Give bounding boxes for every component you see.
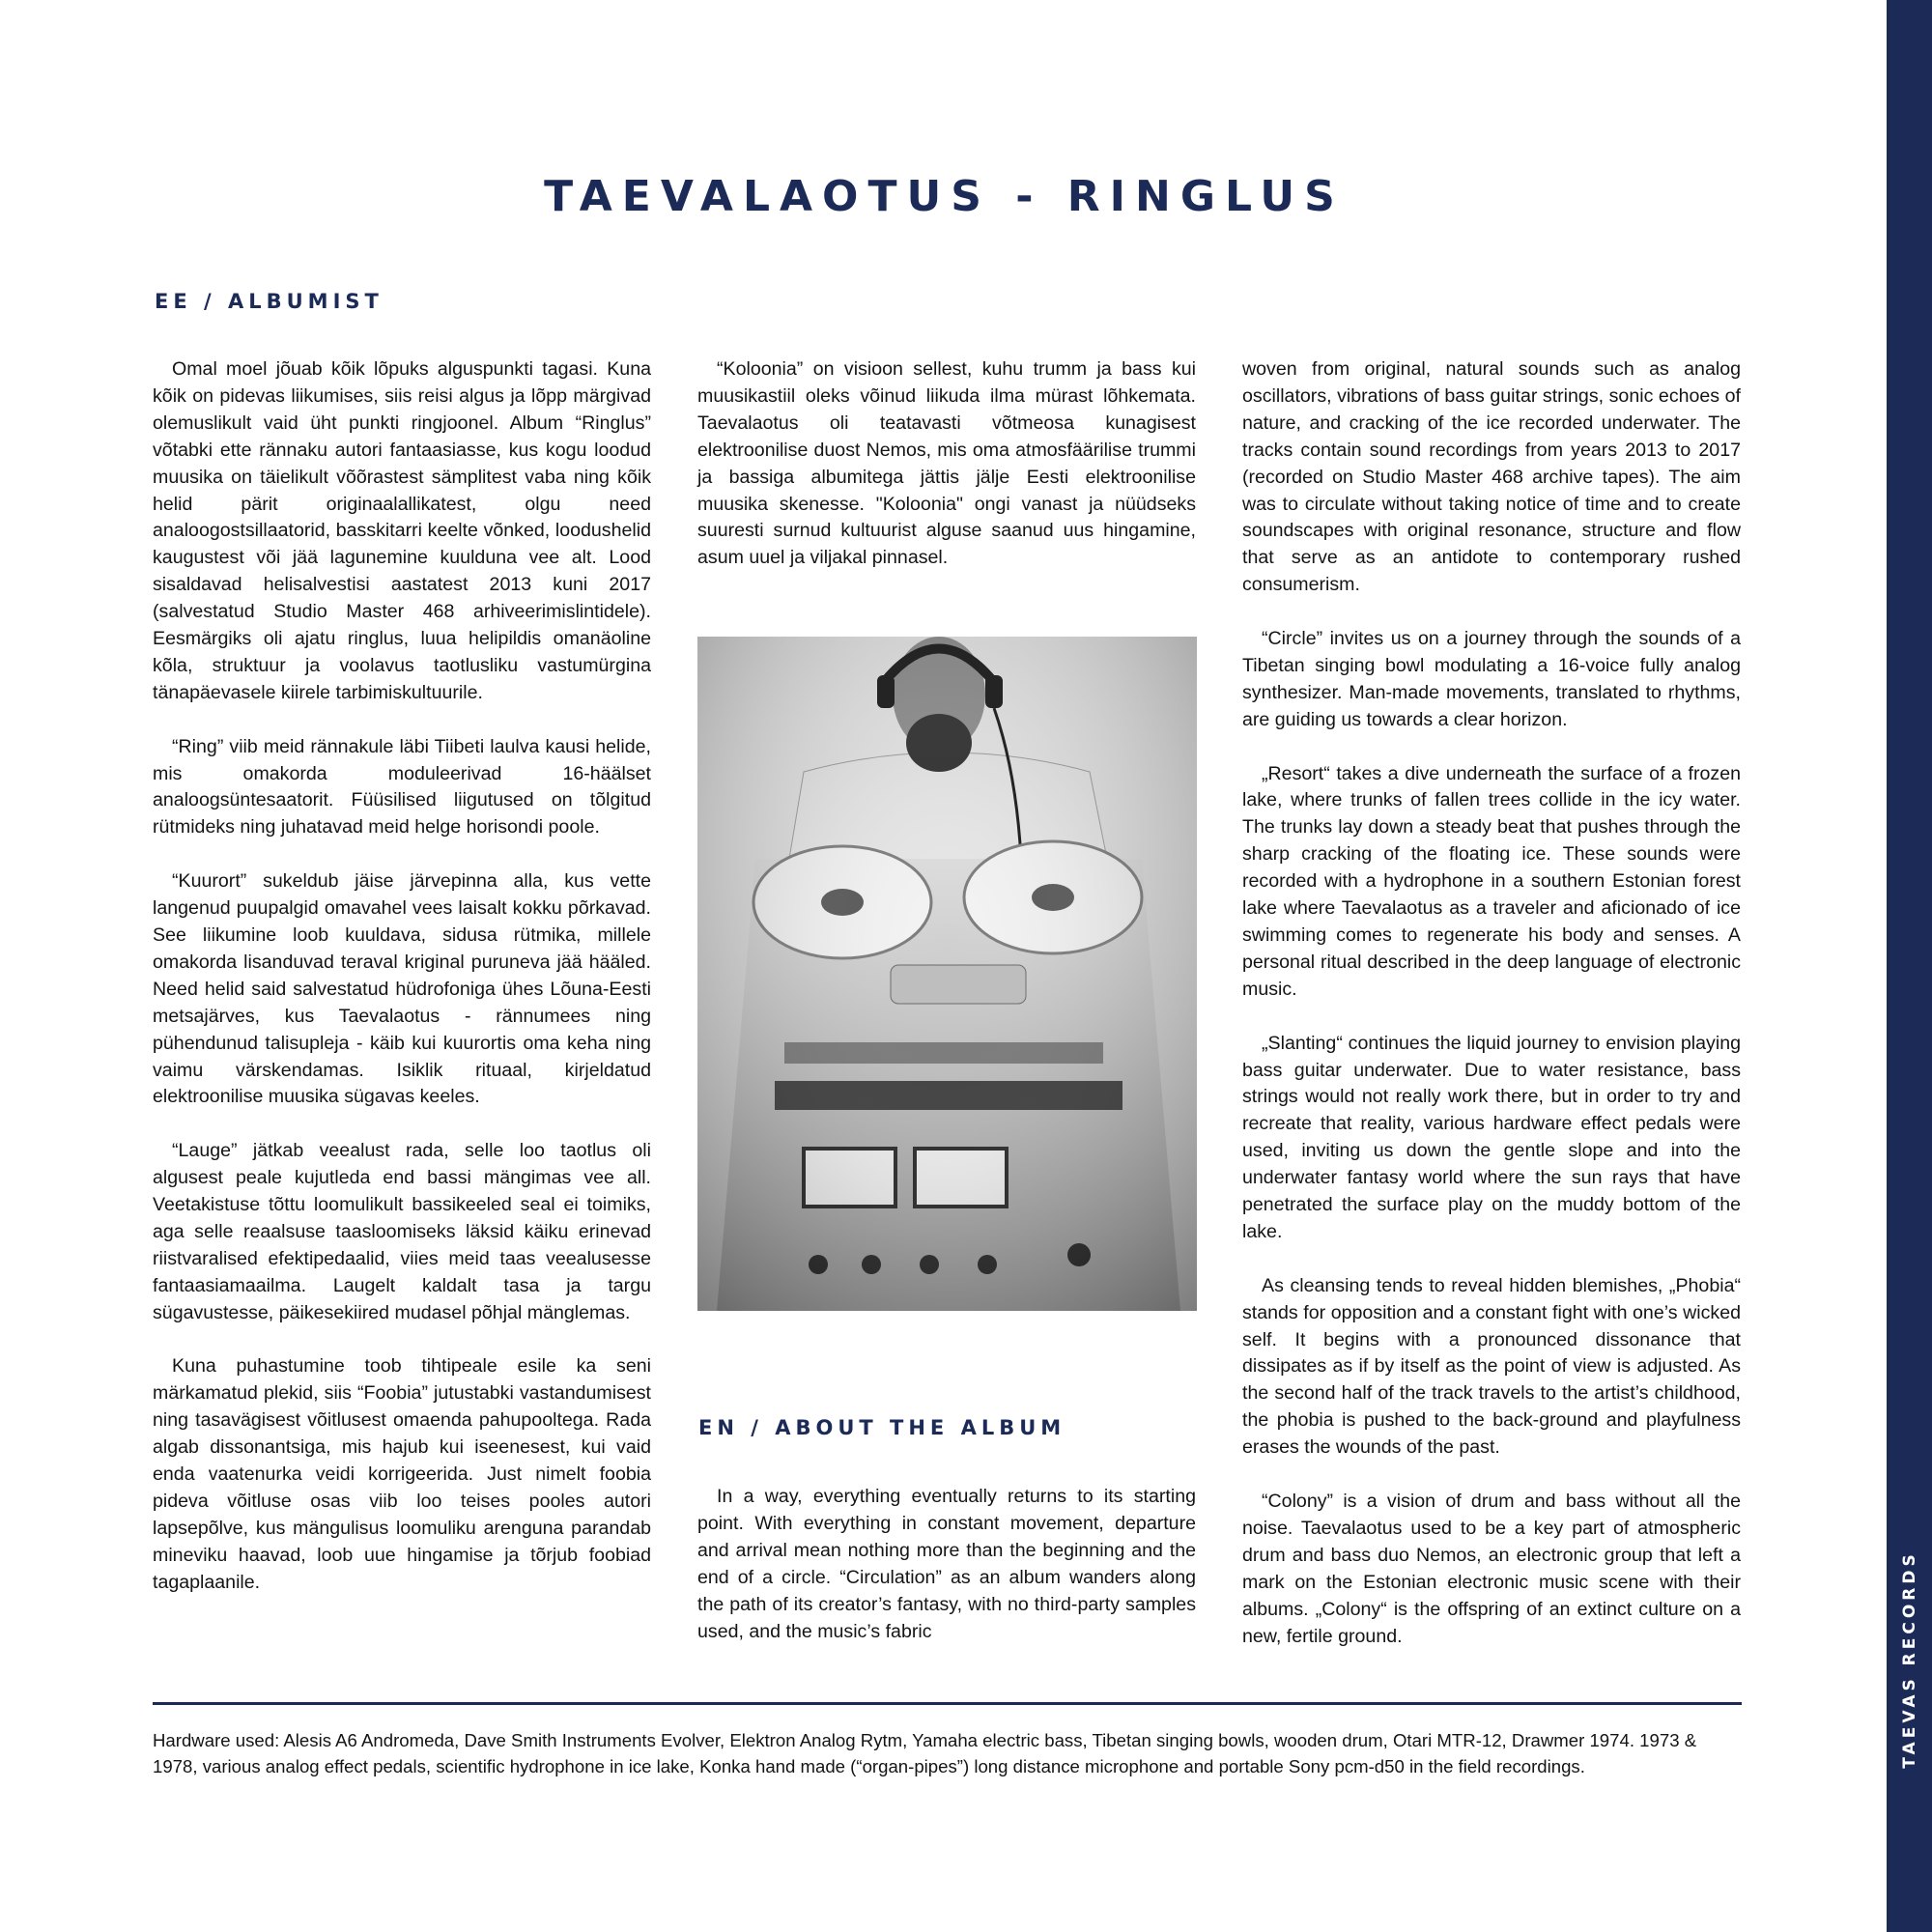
section-heading-ee: EE / ALBUMIST [155,290,384,313]
artist-photo [697,637,1197,1311]
artist-with-tape-machine-image [697,637,1197,1311]
ee-paragraph-kuurort: “Kuurort” sukeldub jäise järvepinna alla, kus vette langenud puupalgid omavahel vees laisalt kokku põrkavad. See liikumine loob kuuldava, sidusa rütmika, millele omakorda lisanduvad teraval kriginal puruneva jää hääled. Need helid said salvestatud hüdrofoniga ühes Lõuna-Eesti metsajärves, kus Taevalaotus - rännumees ning pühendunud talisupleja - käib kui kuurortis oma keha ning vaimu värskendamas. Isiklik rituaal, kirjeldatud elektroonilise muusika sügavas keeles. [153,870,651,1108]
en-paragraph-intro-start: In a way, everything eventually returns to its starting point. With everything in constant movement, departure and arrival mean nothing more than the beginning and the end of a circle. “Circulation” as an album wanders along the path of its creator’s fantasy, with no third-party samples used, and the music’s fabric [697,1486,1196,1642]
en-paragraph-resort: „Resort“ takes a dive underneath the surface of a frozen lake, where trunks of fallen trees collide in the icy water. The trunks lay down a steady beat that pushes through the sharp cracking of the floating ice. These sounds were recorded with a hydrophone in a southern Estonian forest lake where Taevalaotus as a traveler and aficionado of ice swimming comes to regenerate his body and senses. A personal ritual described in the deep language of electronic music. [1242,762,1741,1000]
hardware-credits: Hardware used: Alesis A6 Andromeda, Dave Smith Instruments Evolver, Elektron Analog Rytm, Yamaha electric bass, Tibetan singing bowls, wooden drum, Otari MTR-12, Drawmer 1974. 1973 & 1978, various analog effect pedals, scientific hydrophone in ice lake, Konka hand made (“organ-pipes”) long distance microphone and portable Sony pcm-d50 in the field recordings. [153,1730,1697,1776]
ee-paragraph-foobia: Kuna puhastumine toob tihtipeale esile ka seni märkamatud plekid, siis “Foobia” jutustabki vastandumisest ning tasavägisest võitlusest omaenda pahupooltega. Rada algab dissonantsiga, mis hajub kui iseenesest, kui vaid enda vaatenurka veidi korrigeerida. Just nimelt foobia pideva võitluse osas viib loo teises pooles autori lapsepõlve, kus mängulisus loomuliku arenguna parandab mineviku haavad, loob uue hingamise ja tõrjub foobiad tagaplaanile. [153,1355,651,1593]
page-title: TAEVALAOTUS - RINGLUS [544,172,1345,221]
en-paragraph-slanting: „Slanting“ continues the liquid journey to envision playing bass guitar underwater. Due to water resistance, bass strings would not really work there, but in order to try and recreate that reality, various hardware effect pedals were used, inviting us down the gentle slope and into the underwater fantasy world where the sun rays that have penetrated the surface play on the muddy bottom of the lake. [1242,1032,1741,1242]
en-paragraph-circle: “Circle” invites us on a journey through the sounds of a Tibetan singing bowl modulating a 16-voice fully analog synthesizer. Man-made movements, translated to rhythms, are guiding us towards a clear horizon. [1242,628,1741,730]
sidebar-label: TAEVAS RECORDS [1899,1550,1919,1769]
ee-paragraph-ring: “Ring” viib meid rännakule läbi Tiibeti laulva kausi helide, mis omakorda moduleerivad 16-häälset analoogsüntesaatorit. Füüsilised liigutused on tõlgitud rütmideks ning juhatavad meid helge horisondi poole. [153,735,651,838]
ee-paragraph-intro: Omal moel jõuab kõik lõpuks alguspunkti tagasi. Kuna kõik on pidevas liikumises, siis reisi algus ja lõpp märgivad olemuslikult vaid üht punkti ringjoonel. Album “Ringlus” võtabki ette rännaku autori fantaasiasse, kus kogu loodud muusika on täielikult võõrastest sämplitest vaba ning kõik helid pärit originaalallikatest, olgu need analoogostsillaatorid, basskitarri keelte võnked, loodushelid kaugustest või jää lagunemine kuulduna vee alt. Lood sisaldavad helisalvestisi aastatest 2013 kuni 2017 (salvestatud Studio Master 468 arhiveerimislintidele). Eesmärgiks oli ajatu ringlus, luua helipildis omanäoline kõla, struktuur ja voolavus taotlusliku vastumürgina tänapäevasele kiirele tarbimiskultuurile. [153,358,651,703]
section-heading-en: EN / ABOUT THE ALBUM [698,1416,1066,1439]
ee-column-1 [153,356,651,1597]
label-sidebar [1887,0,1932,1932]
en-paragraph-phobia: As cleansing tends to reveal hidden blemishes, „Phobia“ stands for opposition and a constant fight with one’s wicked self. It begins with a pronounced dissonance that dissipates as if by itself as the point of view is adjusted. As the second half of the track travels to the artist’s childhood, the phobia is pushed to the back-ground and playfulness erases the wounds of the past. [1242,1274,1741,1459]
en-column-3 [1242,356,1741,1650]
footer-divider [153,1702,1742,1705]
en-column-2 [697,1484,1196,1645]
en-paragraph-intro-continued: woven from original, natural sounds such as analog oscillators, vibrations of bass guitar strings, sonic echoes of nature, and cracking of the ice recorded underwater. The tracks contain sound recordings from years 2013 to 2017 (recorded on Studio Master 468 archive tapes). The aim was to circulate without taking notice of time and to create soundscapes with original resonance, structure and flow that serve as an antidote to contemporary rushed consumerism. [1242,358,1741,596]
en-paragraph-colony: “Colony” is a vision of drum and bass without all the noise. Taevalaotus used to be a key part of atmospheric drum and bass duo Nemos, an electronic group that left a mark on the Estonian electronic music scene with their albums. „Colony“ is the offspring of an extinct culture on a new, fertile ground. [1242,1490,1741,1647]
ee-paragraph-lauge: “Lauge” jätkab veealust rada, selle loo taotlus oli algusest peale kujutleda end bassi mängimas vee all. Veetakistuse tõttu loomulikult bassikeeled seal ei toimiks, aga selle reaalsuse taasloomiseks läksid käiku erinevad riistvaralised efektipedaalid, viies meid taas veealusesse fantaasiamaailma. Laugelt kaldalt tasa ja targu sügavustesse, päikesekiired mudasel põhjal mänglemas. [153,1140,651,1323]
ee-column-2 [697,356,1196,572]
ee-paragraph-koloonia: “Koloonia” on visioon sellest, kuhu trumm ja bass kui muusikastiil oleks võinud liikuda ilma mürast lõhkemata. Taevalaotus oli teatavasti võtmeosa kunagisest elektroonilise duost Nemos, mis oma atmosfäärilise trummi ja bassiga albumitega jättis jälje Eesti elektroonilise muusika skenesse. "Koloonia" ongi vanast ja nüüdseks suuresti surnud kultuurist alguse saanud uus hingamine, asum uuel ja viljakal pinnasel. [697,358,1196,569]
